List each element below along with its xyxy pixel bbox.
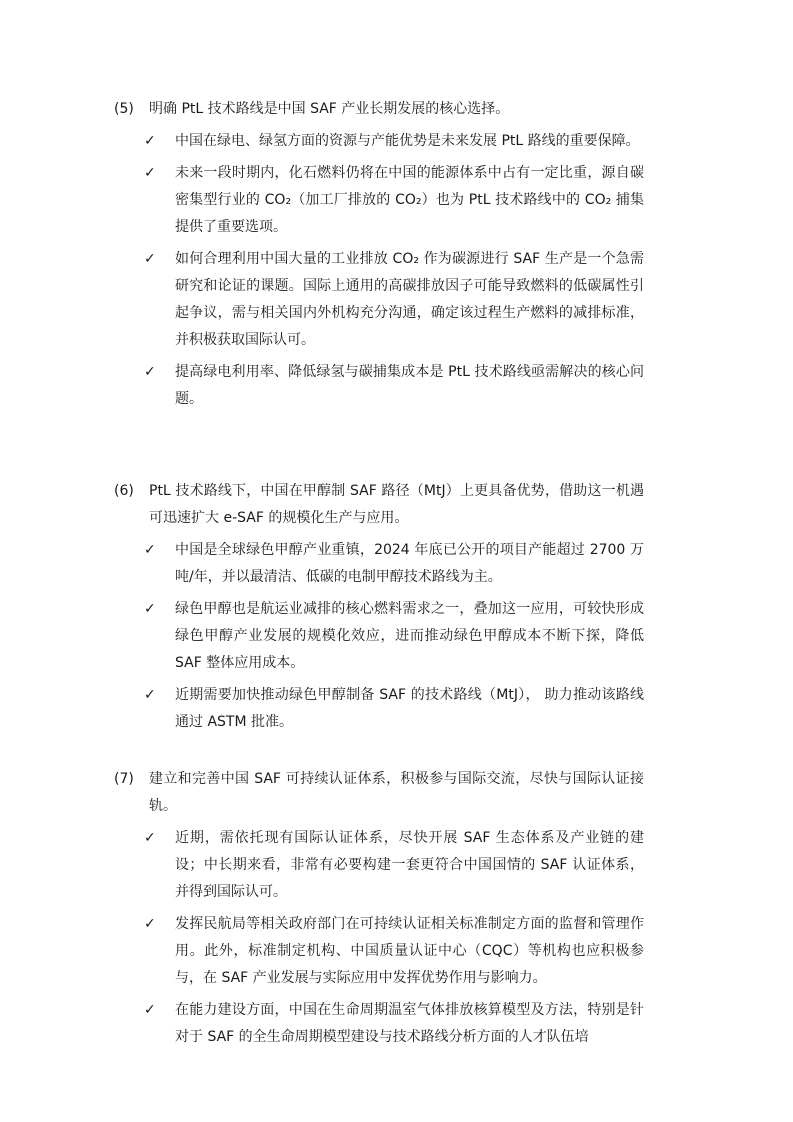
bullet-text: 发挥民航局等相关政府部门在可持续认证相关标准制定方面的监督和管理作用。此外，标准制定机构、中国质量认证中心（CQC）等机构也应积极参与，在 SAF 产业发展与实际应用中发挥优势作用与影响力。 bbox=[175, 916, 644, 986]
section-7 bbox=[114, 766, 644, 1051]
check-icon: ✓ bbox=[144, 601, 156, 617]
section-number: (7) bbox=[114, 771, 134, 787]
bullet-text: 近期，需依托现有国际认证体系，尽快开展 SAF 生态体系及产业链的建设；中长期来看，非常有必要构建一套更符合中国国情的 SAF 认证体系，并得到国际认可。 bbox=[175, 830, 644, 900]
check-icon: ✓ bbox=[144, 687, 156, 703]
bullet-list bbox=[114, 537, 644, 736]
check-icon: ✓ bbox=[144, 542, 156, 558]
bullet-text: 绿色甲醇也是航运业减排的核心燃料需求之一，叠加这一应用，可较快形成绿色甲醇产业发展的规模化效应，进而推动绿色甲醇成本不断下探，降低 SAF 整体应用成本。 bbox=[175, 601, 644, 671]
list-item bbox=[114, 825, 644, 906]
list-item bbox=[114, 359, 644, 413]
bullet-text: 提高绿电利用率、降低绿氢与碳捕集成本是 PtL 技术路线亟需解决的核心问题。 bbox=[175, 364, 644, 407]
section-title: 明确 PtL 技术路线是中国 SAF 产业长期发展的核心选择。 bbox=[149, 101, 510, 117]
list-item bbox=[114, 128, 644, 155]
check-icon: ✓ bbox=[144, 364, 156, 380]
list-item bbox=[114, 246, 644, 354]
section-number: (5) bbox=[114, 101, 134, 117]
section-heading bbox=[114, 96, 644, 123]
check-icon: ✓ bbox=[144, 1002, 156, 1018]
list-item bbox=[114, 997, 644, 1051]
list-item bbox=[114, 537, 644, 591]
check-icon: ✓ bbox=[144, 916, 156, 932]
check-icon: ✓ bbox=[144, 251, 156, 267]
list-item bbox=[114, 682, 644, 736]
check-icon: ✓ bbox=[144, 165, 156, 181]
bullet-text: 如何合理利用中国大量的工业排放 CO₂ 作为碳源进行 SAF 生产是一个急需研究和论证的课题。国际上通用的高碳排放因子可能导致燃料的低碳属性引起争议，需与相关国内外机构充分沟通，确定该过程生产燃料的减排标准，并积极获取国际认可。 bbox=[175, 251, 644, 348]
check-icon: ✓ bbox=[144, 830, 156, 846]
list-item bbox=[114, 160, 644, 241]
list-item bbox=[114, 596, 644, 677]
section-title: PtL 技术路线下，中国在甲醇制 SAF 路径（MtJ）上更具备优势，借助这一机遇可迅速扩大 e-SAF 的规模化生产与应用。 bbox=[149, 483, 644, 526]
section-title: 建立和完善中国 SAF 可持续认证体系，积极参与国际交流，尽快与国际认证接轨。 bbox=[149, 771, 644, 814]
check-icon: ✓ bbox=[144, 133, 156, 149]
bullet-list bbox=[114, 128, 644, 413]
section-heading bbox=[114, 766, 644, 820]
bullet-text: 中国在绿电、绿氢方面的资源与产能优势是未来发展 PtL 路线的重要保障。 bbox=[175, 133, 640, 149]
section-number: (6) bbox=[114, 483, 134, 499]
list-item bbox=[114, 911, 644, 992]
bullet-text: 在能力建设方面，中国在生命周期温室气体排放核算模型及方法，特别是针对于 SAF 的全生命周期模型建设与技术路线分析方面的人才队伍培 bbox=[175, 1002, 644, 1045]
section-heading bbox=[114, 478, 644, 532]
bullet-list bbox=[114, 825, 644, 1051]
bullet-text: 中国是全球绿色甲醇产业重镇，2024 年底已公开的项目产能超过 2700 万吨/年，并以最清洁、低碳的电制甲醇技术路线为主。 bbox=[175, 542, 644, 585]
section-6 bbox=[114, 478, 644, 736]
bullet-text: 近期需要加快推动绿色甲醇制备 SAF 的技术路线（MtJ）， 助力推动该路线通过 ASTM 批准。 bbox=[175, 687, 644, 730]
bullet-text: 未来一段时期内，化石燃料仍将在中国的能源体系中占有一定比重，源自碳密集型行业的 CO₂（加工厂排放的 CO₂）也为 PtL 技术路线中的 CO₂ 捕集提供了重要选项。 bbox=[175, 165, 644, 235]
section-5 bbox=[114, 96, 644, 413]
